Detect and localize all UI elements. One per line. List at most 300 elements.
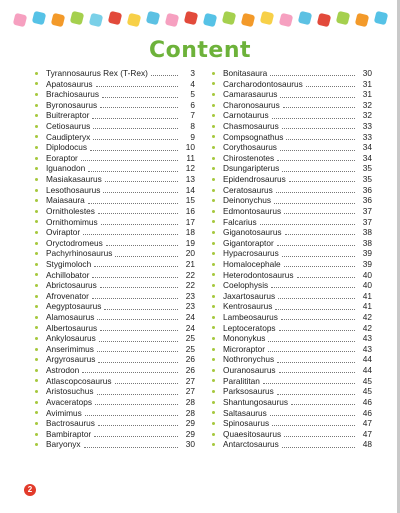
entry-title: Oviraptor [46,227,81,238]
entry-title: Kentrosaurus [223,301,273,312]
confetti-square [89,13,104,28]
dot-leader [280,96,355,98]
bullet-icon [35,104,38,107]
entry-page-number: 27 [185,375,195,386]
dot-leader [85,414,178,416]
entry-page-number: 8 [190,121,195,132]
toc-entry[interactable] [212,142,372,153]
dot-leader [277,244,355,246]
dot-leader [276,191,355,193]
entry-page-number: 14 [185,184,195,195]
dot-leader [286,138,355,140]
entry-page-number: 29 [185,428,195,439]
dot-leader [306,85,355,87]
bullet-icon [212,231,215,234]
toc-entry[interactable] [212,344,372,355]
toc-entry[interactable] [35,291,195,302]
toc-entry[interactable] [212,259,372,270]
dot-leader [92,117,178,119]
toc-entry[interactable] [35,248,195,259]
entry-page-number: 25 [185,343,195,354]
entry-title: Lambeosaurus [223,312,278,323]
toc-entry[interactable] [35,163,195,174]
dot-leader [282,446,355,448]
confetti-square [355,13,370,28]
entry-title: Achillobator [46,269,90,280]
toc-entry[interactable] [212,174,372,185]
bullet-icon [212,443,215,446]
confetti-square [32,11,47,26]
bullet-icon [35,178,38,181]
entry-title: Baryonyx [46,439,81,450]
entry-page-number: 22 [185,269,195,280]
bullet-icon [35,72,38,75]
dot-leader [98,361,178,363]
dot-leader [90,149,178,151]
toc-entry[interactable] [35,185,195,196]
dot-leader [272,117,355,119]
bullet-icon [35,93,38,96]
toc-entry[interactable] [35,100,195,111]
entry-title: Brachiosaurus [46,89,100,100]
bullet-icon [35,114,38,117]
dot-leader [274,202,355,204]
confetti-square [203,13,218,28]
dot-leader [102,96,178,98]
entry-page-number: 5 [190,89,195,100]
entry-title: Corythosaurus [223,142,277,153]
toc-entry[interactable] [35,408,195,419]
entry-page-number: 34 [362,142,372,153]
toc-entry[interactable] [35,132,195,143]
entry-title: Aristosuchus [46,386,94,397]
dot-leader [297,276,355,278]
entry-title: Shantungosaurus [223,396,289,407]
toc-entry[interactable] [35,89,195,100]
dot-leader [96,85,178,87]
toc-entry[interactable] [212,429,372,440]
dot-leader [100,106,178,108]
entry-title: Carcharodontosaurus [223,78,303,89]
entry-title: Lesothosaurus [46,184,101,195]
entry-page-number: 21 [185,258,195,269]
toc-entry[interactable] [212,418,372,429]
toc-entry[interactable] [35,280,195,291]
dot-leader [271,286,355,288]
entry-page-number: 39 [362,258,372,269]
entry-page-number: 47 [362,428,372,439]
toc-entry[interactable] [35,153,195,164]
entry-title: Aegyptosaurus [46,301,102,312]
toc-entry[interactable] [212,79,372,90]
bullet-icon [35,157,38,160]
toc-entry[interactable] [212,354,372,365]
toc-entry[interactable] [35,397,195,408]
toc-entry[interactable] [212,323,372,334]
bullet-icon [212,433,215,436]
entry-title: Bactrosaurus [46,418,95,429]
dot-leader [282,127,355,129]
entry-page-number: 36 [362,184,372,195]
bullet-icon [212,379,215,382]
bullet-icon [35,220,38,223]
dot-leader [284,212,355,214]
entry-title: Parksosaurus [223,386,274,397]
entry-title: Astrodon [46,365,80,376]
entry-title: Alamosaurus [46,312,95,323]
entry-title: Ankylosaurus [46,333,96,344]
entry-title: Avimimus [46,407,82,418]
entry-title: Bambiraptor [46,428,92,439]
entry-page-number: 42 [362,312,372,323]
bullet-icon [212,104,215,107]
entry-page-number: 35 [362,174,372,185]
dot-leader [284,265,355,267]
dot-leader [93,127,178,129]
confetti-square [241,13,256,28]
dot-leader [282,255,355,257]
entry-title: Albertosaurus [46,322,98,333]
toc-entry[interactable] [35,312,195,323]
entry-title: Abrictosaurus [46,280,97,291]
dot-leader [100,329,178,331]
toc-entry[interactable] [212,248,372,259]
toc-entry[interactable] [35,301,195,312]
dot-leader [97,350,178,352]
dot-leader [279,329,355,331]
bullet-icon [35,284,38,287]
toc-entry[interactable] [212,397,372,408]
toc-entry[interactable] [35,344,195,355]
confetti-square [374,11,389,26]
dot-leader [277,393,355,395]
dot-leader [94,435,178,437]
bullet-icon [35,125,38,128]
bullet-icon [212,82,215,85]
entry-page-number: 23 [185,301,195,312]
toc-entry[interactable] [35,418,195,429]
dot-leader [101,223,178,225]
bullet-icon [212,220,215,223]
toc-entry[interactable] [35,217,195,228]
entry-page-number: 38 [362,227,372,238]
bullet-icon [35,422,38,425]
entry-title: Byronosaurus [46,99,98,110]
toc-entry[interactable] [212,270,372,281]
entry-page-number: 40 [362,280,372,291]
bullet-icon [212,369,215,372]
bullet-icon [212,146,215,149]
confetti-square [317,13,332,28]
dot-leader [81,159,178,161]
bullet-icon [212,135,215,138]
entry-page-number: 33 [362,121,372,132]
dot-leader [268,350,355,352]
entry-title: Afrovenator [46,290,89,301]
dot-leader [270,74,355,76]
dot-leader [285,233,355,235]
entry-page-number: 45 [362,386,372,397]
contents-column-left [35,68,195,450]
dot-leader [103,191,178,193]
entry-page-number: 12 [185,163,195,174]
bullet-icon [35,433,38,436]
entry-page-number: 44 [362,354,372,365]
toc-entry[interactable] [35,365,195,376]
toc-entry[interactable] [212,365,372,376]
entry-page-number: 45 [362,375,372,386]
entry-page-number: 11 [186,152,195,163]
bullet-icon [212,348,215,351]
toc-entry[interactable] [35,206,195,217]
dot-leader [263,382,355,384]
bullet-icon [35,369,38,372]
entry-title: Charonosaurus [223,99,280,110]
toc-entry[interactable] [212,238,372,249]
toc-entry[interactable] [212,121,372,132]
toc-entry[interactable] [212,408,372,419]
toc-entry[interactable] [212,89,372,100]
entry-title: Quaesitosaurus [223,428,282,439]
dot-leader [260,223,355,225]
entry-page-number: 20 [185,248,195,259]
bullet-icon [212,316,215,319]
bullet-icon [212,422,215,425]
bullet-icon [35,305,38,308]
entry-title: Tyrannosaurus Rex (T-Rex) [46,68,148,78]
confetti-square [279,13,294,28]
toc-entry[interactable] [35,110,195,121]
toc-entry[interactable] [35,323,195,334]
confetti-square [51,13,66,28]
entry-title: Iguanodon [46,163,86,174]
toc-entry[interactable] [35,270,195,281]
dot-leader [84,446,178,448]
toc-entry[interactable] [35,238,195,249]
entry-title: Mononykus [223,333,266,344]
entry-page-number: 30 [185,439,195,450]
dot-leader [94,265,178,267]
entry-page-number: 6 [190,99,195,110]
toc-entry[interactable] [212,312,372,323]
entry-page-number: 34 [362,152,372,163]
bullet-icon [35,379,38,382]
dot-leader [83,233,178,235]
page-number-badge: 2 [24,484,36,496]
dot-leader [280,149,355,151]
dot-leader [291,403,355,405]
toc-entry[interactable] [212,386,372,397]
bullet-icon [35,263,38,266]
bullet-icon [212,390,215,393]
toc-entry[interactable] [212,110,372,121]
toc-entry[interactable] [35,79,195,90]
bullet-icon [212,305,215,308]
entry-title: Apatosaurus [46,78,93,89]
bullet-icon [35,273,38,276]
dot-leader [270,414,355,416]
entry-title: Falcarius [223,216,257,227]
dot-leader [281,318,355,320]
toc-entry[interactable] [212,195,372,206]
bullet-icon [212,178,215,181]
toc-entry[interactable] [35,439,195,450]
entry-page-number: 46 [362,396,372,407]
bullet-icon [212,157,215,160]
entry-title: Cetiosaurus [46,121,91,132]
toc-entry[interactable] [212,376,372,387]
entry-page-number: 17 [185,216,195,227]
dot-leader [104,308,178,310]
bullet-icon [212,199,215,202]
toc-entry[interactable] [35,68,195,79]
page-title: Content [148,38,252,63]
dot-leader [106,244,178,246]
entry-title: Stygimoloch [46,258,92,269]
confetti-square [298,11,313,26]
confetti-square [260,11,275,26]
bullet-icon [35,401,38,404]
entry-title: Pachyrhinosaurus [46,248,113,259]
bullet-icon [212,72,215,75]
toc-entry[interactable] [212,333,372,344]
bullet-icon [35,316,38,319]
bullet-icon [35,199,38,202]
toc-entry[interactable] [212,217,372,228]
confetti-square [336,11,351,26]
entry-page-number: 23 [185,290,195,301]
entry-title: Bonitasaura [223,68,268,78]
toc-entry[interactable] [35,142,195,153]
toc-entry[interactable] [35,174,195,185]
dot-leader [92,297,178,299]
toc-entry[interactable] [35,376,195,387]
dot-leader [151,74,178,76]
bullet-icon [212,167,215,170]
bullet-icon [212,263,215,266]
dot-leader [272,424,355,426]
entry-page-number: 41 [362,290,372,301]
toc-entry[interactable] [35,354,195,365]
entry-page-number: 32 [362,110,372,121]
entry-page-number: 31 [362,78,372,89]
bullet-icon [35,135,38,138]
entry-title: Avaceratops [46,396,92,407]
entry-page-number: 16 [185,205,195,216]
entry-page-number: 7 [190,110,195,121]
entry-title: Nothronychus [223,354,275,365]
entry-title: Ornithomimus [46,216,98,227]
confetti-square [165,13,180,28]
toc-entry[interactable] [212,227,372,238]
entry-page-number: 39 [362,248,372,259]
entry-page-number: 28 [185,396,195,407]
dot-leader [279,371,355,373]
entry-title: Maiasaura [46,195,85,206]
entry-page-number: 24 [185,322,195,333]
toc-entry[interactable] [35,195,195,206]
bullet-icon [35,337,38,340]
toc-entry[interactable] [212,68,372,79]
bullet-icon [35,443,38,446]
entry-page-number: 37 [362,216,372,227]
toc-entry[interactable] [212,132,372,143]
bullet-icon [212,284,215,287]
entry-page-number: 47 [362,418,372,429]
toc-entry[interactable] [212,100,372,111]
toc-entry[interactable] [35,333,195,344]
entry-title: Chirostenotes [223,152,275,163]
dot-leader [92,276,178,278]
dot-leader [97,393,179,395]
entry-page-number: 3 [190,68,195,78]
entry-title: Gigantoraptor [223,237,274,248]
entry-title: Caudipteryx [46,131,91,142]
bullet-icon [212,401,215,404]
entry-title: Oryctodromeus [46,237,103,248]
entry-title: Giganotosaurus [223,227,282,238]
entry-title: Deinonychus [223,195,271,206]
toc-entry[interactable] [212,439,372,450]
toc-entry[interactable] [35,227,195,238]
confetti-square [108,11,123,26]
entry-title: Epidendrosaurus [223,174,286,185]
entry-title: Ouranosaurus [223,365,276,376]
entry-page-number: 24 [185,312,195,323]
bullet-icon [212,242,215,245]
bullet-icon [212,295,215,298]
toc-entry[interactable] [212,291,372,302]
entry-page-number: 37 [362,205,372,216]
toc-entry[interactable] [35,121,195,132]
toc-entry[interactable] [35,429,195,440]
bullet-icon [212,252,215,255]
dot-leader [88,202,178,204]
confetti-square [13,13,28,28]
entry-title: Chasmosaurus [223,121,279,132]
bullet-icon [35,146,38,149]
toc-entry[interactable] [35,259,195,270]
dot-leader [115,382,179,384]
confetti-square [146,11,161,26]
entry-page-number: 26 [185,365,195,376]
bullet-icon [35,210,38,213]
bullet-icon [212,210,215,213]
bullet-icon [212,337,215,340]
toc-entry[interactable] [212,280,372,291]
entry-page-number: 40 [362,269,372,280]
dot-leader [277,159,355,161]
entry-title: Buitreraptor [46,110,90,121]
confetti-square [127,13,142,28]
entry-title: Dsungaripterus [223,163,280,174]
toc-entry[interactable] [212,153,372,164]
bullet-icon [212,189,215,192]
toc-entry[interactable] [212,163,372,174]
toc-entry[interactable] [35,386,195,397]
toc-entry[interactable] [212,301,372,312]
bullet-icon [212,411,215,414]
toc-entry[interactable] [212,185,372,196]
dot-leader [95,403,178,405]
entry-page-number: 43 [362,343,372,354]
entry-title: Compsognathus [223,131,284,142]
entry-page-number: 35 [362,163,372,174]
bullet-icon [35,348,38,351]
entry-title: Microraptor [223,343,265,354]
entry-page-number: 27 [185,386,195,397]
toc-entry[interactable] [212,206,372,217]
